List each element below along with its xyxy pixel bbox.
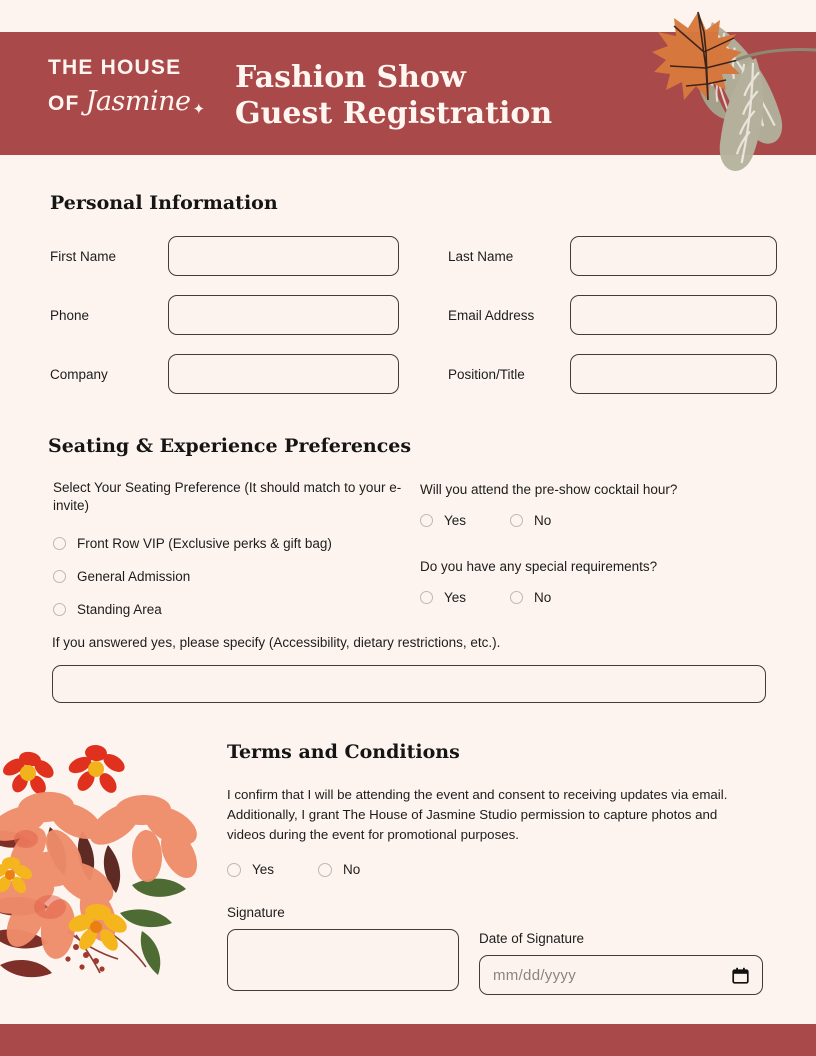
first-name-label: First Name (50, 248, 117, 264)
page-title-line2: Guest Registration (235, 96, 553, 131)
signature-area (227, 905, 767, 995)
signature-field-group (227, 905, 479, 995)
email-input[interactable] (570, 295, 777, 335)
last-name-input[interactable] (570, 236, 777, 276)
radio-icon[interactable] (510, 591, 523, 604)
radio-icon[interactable] (53, 603, 66, 616)
seating-option-label: General Admission (77, 569, 191, 584)
date-input[interactable] (479, 955, 763, 995)
requirements-option-label: Yes (444, 590, 467, 605)
terms-option-label: Yes (252, 862, 275, 877)
field-phone (50, 295, 448, 335)
date-of-signature-label: Date of Signature (479, 931, 585, 946)
field-email (448, 295, 766, 335)
terms-option-label: No (343, 862, 361, 877)
seating-option-label: Front Row VIP (Exclusive perks & gift bag) (77, 536, 332, 551)
phone-label: Phone (50, 307, 90, 323)
calendar-icon[interactable] (732, 967, 749, 984)
terms-heading: Terms and Conditions (227, 741, 460, 763)
requirements-option-no[interactable] (510, 590, 551, 605)
sparkle-icon: ✦ (192, 101, 206, 118)
company-label: Company (50, 366, 108, 382)
field-company (50, 354, 448, 394)
radio-icon[interactable] (318, 863, 332, 877)
terms-consent-radio-group (227, 862, 767, 877)
preferences-right-column (420, 479, 768, 635)
requirements-question-label: Do you have any special requirements? (420, 559, 658, 574)
seating-preference-group (48, 479, 420, 635)
requirements-option-yes[interactable] (420, 590, 466, 605)
logo-line-of: OF (48, 92, 80, 115)
radio-icon[interactable] (227, 863, 241, 877)
cocktail-question-label: Will you attend the pre-show cocktail hour? (420, 482, 678, 497)
phone-input[interactable] (168, 295, 399, 335)
seating-option-label: Standing Area (77, 602, 162, 617)
field-first-name (50, 236, 448, 276)
cocktail-option-no[interactable] (510, 513, 551, 528)
page-title (235, 60, 552, 132)
signature-label: Signature (227, 905, 285, 920)
brand-logo (48, 57, 248, 137)
logo-line-the-house: THE HOUSE (48, 56, 182, 79)
signature-canvas[interactable] (227, 929, 459, 991)
form-row-name (50, 236, 766, 276)
seating-preferences-heading: Seating & Experience Preferences (48, 435, 412, 457)
personal-information-heading: Personal Information (50, 192, 278, 214)
seating-question-label: Select Your Seating Preference (It should match to your e-invite) (53, 480, 402, 513)
terms-option-no[interactable] (318, 862, 360, 877)
requirements-option-label: No (534, 590, 552, 605)
cocktail-radio-group (420, 513, 768, 528)
radio-icon[interactable] (510, 514, 523, 527)
email-label: Email Address (448, 307, 535, 323)
cocktail-option-label: Yes (444, 513, 467, 528)
position-label: Position/Title (448, 366, 525, 382)
radio-icon[interactable] (420, 514, 433, 527)
seating-option-general-admission[interactable] (53, 569, 420, 584)
position-input[interactable] (570, 354, 777, 394)
special-requirements-group (420, 558, 768, 605)
radio-icon[interactable] (420, 591, 433, 604)
field-last-name (448, 236, 766, 276)
cocktail-option-label: No (534, 513, 552, 528)
specify-question-label: If you answered yes, please specify (Accessibility, dietary restrictions, etc.). (52, 635, 501, 650)
page-title-line1: Fashion Show (235, 60, 466, 95)
footer-banner (0, 1024, 816, 1056)
cocktail-hour-group (420, 481, 768, 528)
date-placeholder-text: mm/dd/yyyy (493, 966, 577, 984)
form-row-contact (50, 295, 766, 335)
radio-icon[interactable] (53, 537, 66, 550)
specify-section (52, 634, 766, 703)
cocktail-option-yes[interactable] (420, 513, 466, 528)
logo-script-jasmine: Jasmine (85, 86, 191, 117)
last-name-label: Last Name (448, 248, 514, 264)
radio-icon[interactable] (53, 570, 66, 583)
seating-option-standing-area[interactable] (53, 602, 420, 617)
field-position (448, 354, 766, 394)
floral-bouquet-decoration (0, 735, 205, 985)
terms-and-conditions-section (227, 741, 767, 995)
form-row-work (50, 354, 766, 394)
specify-input[interactable] (52, 665, 766, 703)
terms-body-text: I confirm that I will be attending the event and consent to receiving updates via email. Additionally, I grant The House of Jasmine Studio permission to capture photos and videos during the event for promotional purposes. (227, 787, 728, 842)
terms-option-yes[interactable] (227, 862, 274, 877)
company-input[interactable] (168, 354, 399, 394)
first-name-input[interactable] (168, 236, 399, 276)
seating-option-front-row-vip[interactable] (53, 536, 420, 551)
requirements-radio-group (420, 590, 768, 605)
seating-preferences-section (48, 435, 768, 635)
page-header (0, 0, 816, 170)
personal-information-section (50, 192, 766, 413)
date-field-group (479, 905, 767, 995)
